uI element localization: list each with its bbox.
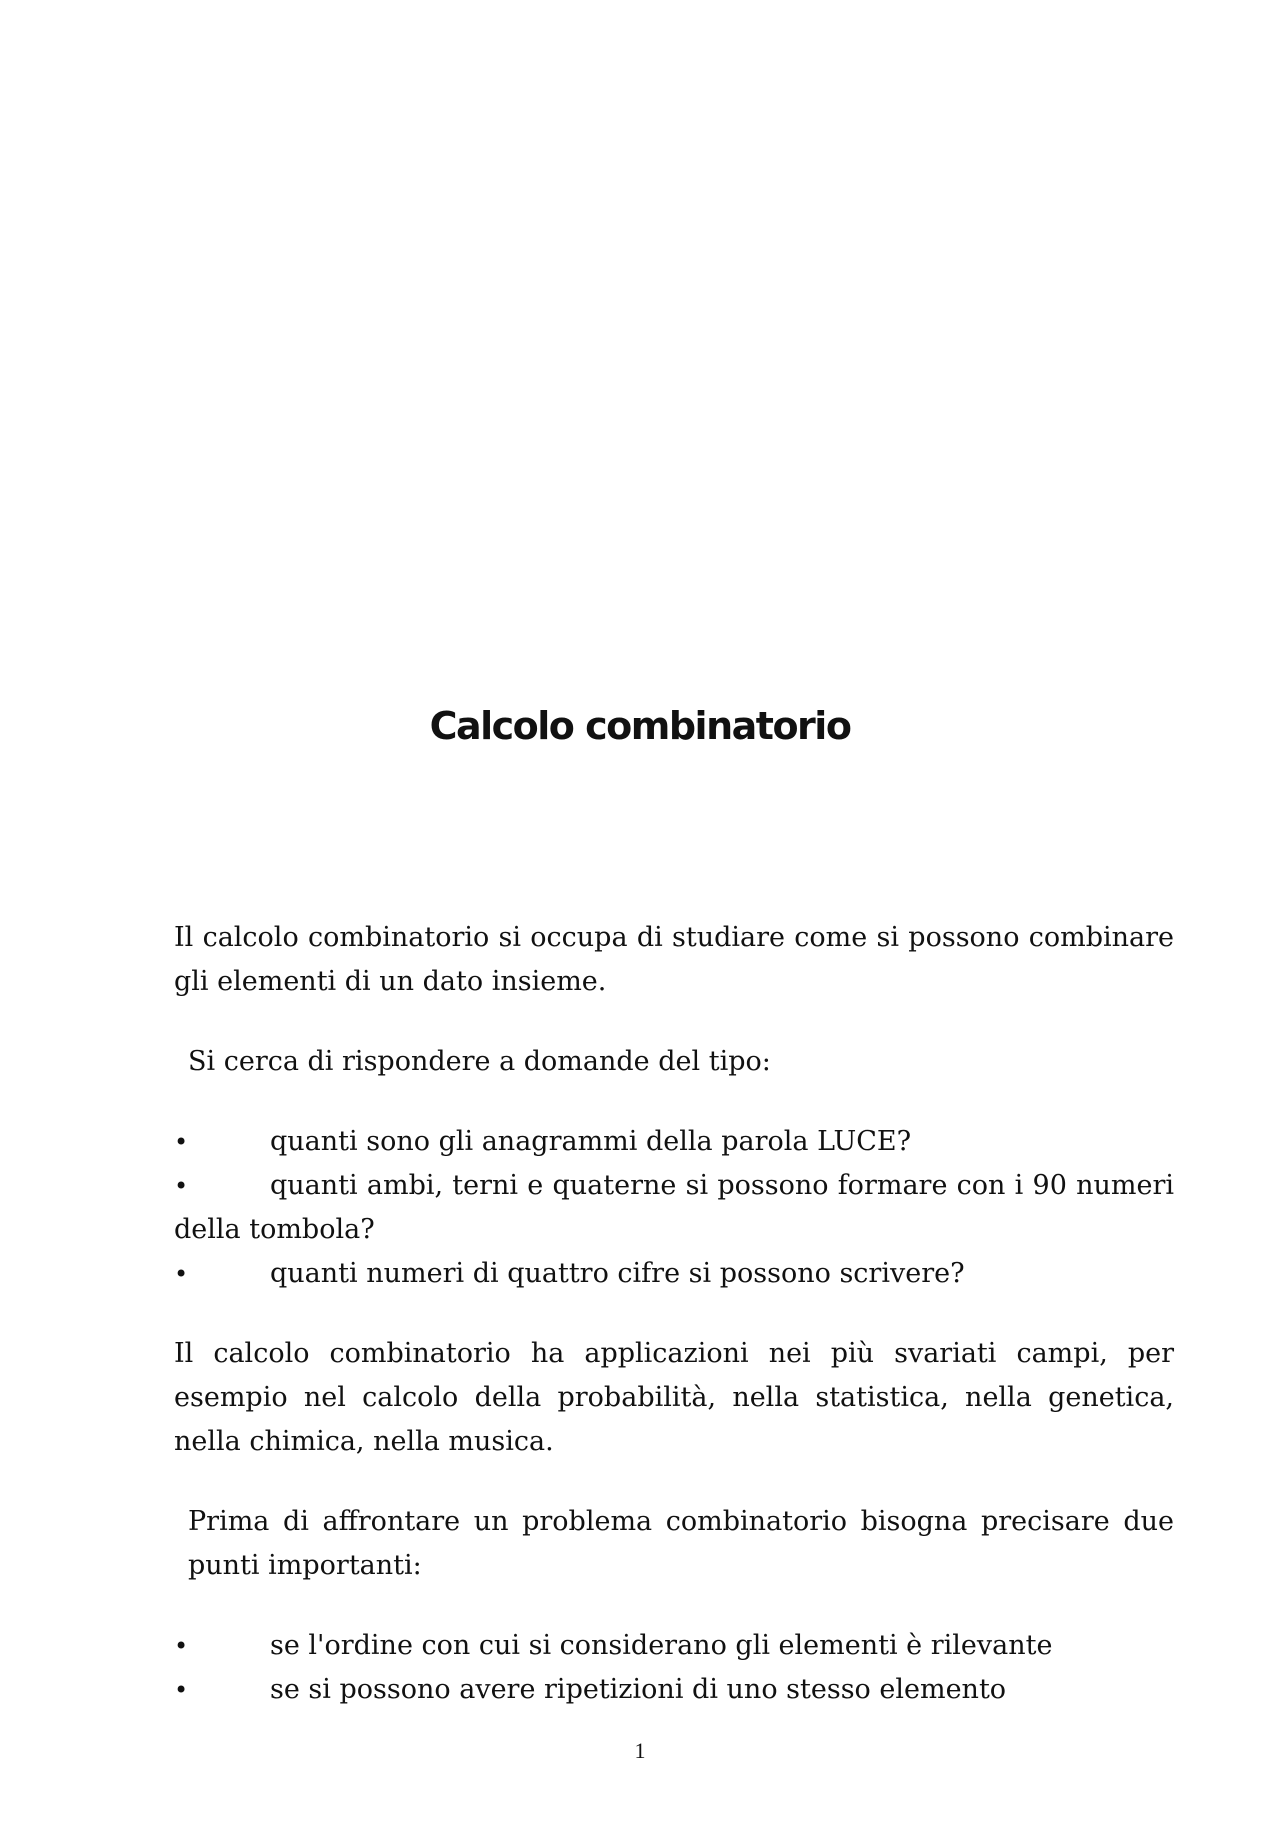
questions-intro-paragraph: Si cerca di rispondere a domande del tipo: xyxy=(188,1046,771,1077)
problem-paragraph: Prima di affrontare un problema combinatorio bisogna precisare due punti importanti: xyxy=(188,1506,1174,1581)
list-item xyxy=(174,1164,1174,1252)
intro-paragraph: Il calcolo combinatorio si occupa di studiare come si possono combinare gli elementi di un dato insieme. xyxy=(174,922,1174,997)
bullet-icon: • xyxy=(174,1172,189,1200)
page-title: Calcolo combinatorio xyxy=(429,704,851,748)
bullet-icon: • xyxy=(174,1676,189,1704)
points-list xyxy=(174,1624,1174,1712)
bullet-icon: • xyxy=(174,1128,189,1156)
list-item xyxy=(174,1120,1174,1164)
question-text: quanti sono gli anagrammi della parola LUCE? xyxy=(270,1126,912,1157)
bullet-icon: • xyxy=(174,1632,189,1660)
questions-list xyxy=(174,1120,1174,1296)
list-item xyxy=(174,1668,1174,1712)
list-item xyxy=(174,1624,1174,1668)
question-text: quanti numeri di quattro cifre si possono scrivere? xyxy=(270,1258,965,1289)
page-number: 1 xyxy=(634,1738,646,1763)
point-text: se l'ordine con cui si considerano gli elementi è rilevante xyxy=(270,1630,1053,1661)
applications-paragraph: Il calcolo combinatorio ha applicazioni nei più svariati campi, per esempio nel calcolo della probabilità, nella statistica, nella genetica, nella chimica, nella musica. xyxy=(174,1338,1174,1457)
document-body xyxy=(174,916,1174,1712)
bullet-icon: • xyxy=(174,1260,189,1288)
list-item xyxy=(174,1252,1174,1296)
point-text: se si possono avere ripetizioni di uno stesso elemento xyxy=(270,1674,1007,1705)
question-text: quanti ambi, terni e quaterne si possono formare con i 90 numeri della tombola? xyxy=(174,1170,1174,1245)
